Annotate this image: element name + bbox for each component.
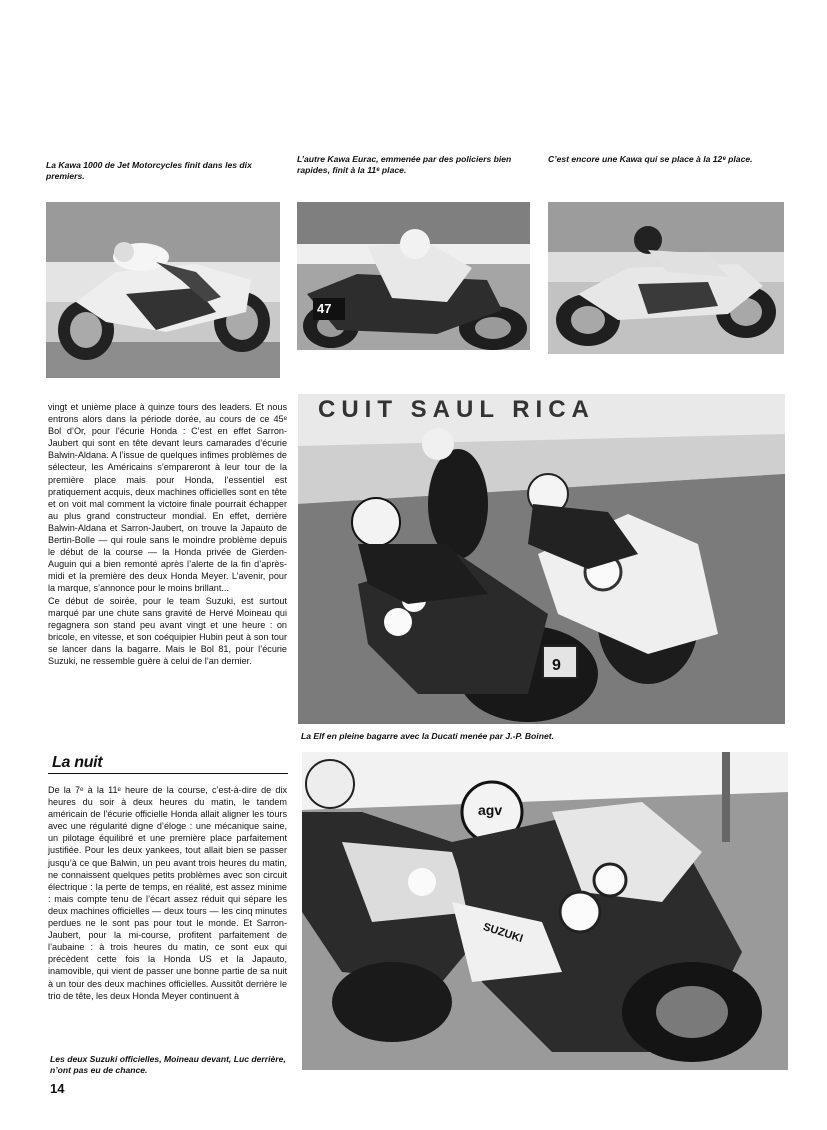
article-paragraph: Ce début de soirée, pour le team Suzuki, est surtout marqué par une chute sans gravité de Hervé Moineau qui regagnera son stand peu avant vingt et une heure : on bricole, en vitesse, et son coéquipier Hubin peut à son tour se lancer dans la bagarre. Mais le Bol 81, pour l’écurie Suzuki, ne ressemble guère à celui de l’an dernier. <box>48 595 287 666</box>
bike-number-9: 9 <box>552 657 561 674</box>
leathers-sponsor-text: SUZUKI <box>481 921 525 946</box>
caption-middle: La Elf en pleine bagarre avec la Ducati menée par J.-P. Boinet. <box>301 731 554 741</box>
circuit-banner-text: CUIT SAUL RICA <box>318 396 595 423</box>
caption-top-left: La Kawa 1000 de Jet Motorcycles finit dans les dix premiers. <box>46 160 252 181</box>
photo-elf-ducati-battle <box>298 394 785 724</box>
helmet-brand-text: agv <box>478 802 503 818</box>
photo-suzuki-officielles <box>302 752 788 1070</box>
photo-kawa-12th <box>548 202 784 354</box>
photo-kawa-jet-motorcycles <box>46 202 280 378</box>
article-paragraph: De la 7ᵉ à la 11ᵉ heure de la course, c’est-à-dire de dix heures du soir à deux heures du matin, le tandem américain de l’écurie officielle Honda allait aligner les tours avec une régularité digne d’éloge : une mécanique saine, un pilotage équilibré et une première place parfaitement justifiée. Pour les deux yankees, tout allait bien se passer jusqu’à ce que Balwin, un peu avant trois heures du matin, ne connaissent quelques petits problèmes avec son circuit électrique : la perte de temps, en réalité, est assez minime : mais compte tenu de l’écart assez réduit qui sépare les deux machines officielles — deux tours — les cinq minutes perdues ne le sont pas pour tout le monde. Et Sarron-Jaubert, pour la mi-course, profitent parfaitement de l’aubaine : à trois heures du matin, ce sont eux qui précèdent cette fois la Honda US et la Japauto, inamovible, qui vient de passer une bonne partie de sa nuit à un tour des deux machines officielles. Aussitôt derrière le trio de tête, les deux Honda Meyer continuent à <box>48 785 287 1001</box>
article-column-2 <box>48 784 287 1002</box>
article-paragraph: vingt et unième place à quinze tours des leaders. Et nous entrons alors dans la période dorée, au cours de ce 45ᵉ Bol d’Or, pour l’écurie Honda : C’est en effet Sarron-Jaubert qui sont en tête devant leurs camarades d’écurie Balwin-Aldana. A l’issue de quelques infimes problèmes de sélecteur, les Américains s’empareront à leur tour de la première place mais pour Honda, l’essentiel est pratiquement acquis, deux machines officielles sont en tête et on voit mal comment la victoire finale pourrait échapper au plus grand constructeur mondial. En effet, derrière Balwin-Aldana et Sarron-Jaubert, on trouve la Japauto de Bertin-Bolle — qui roule sans le moindre problème depuis le début de la course — la Honda privée de Gierden-Auguin qui a bien remonté après l’alerte de la fin d’après-midi et la première des deux Honda Meyer. L’avenir, pour la marque, s’annonce pour le moins brillant... <box>48 402 287 594</box>
photo-kawa-eurac <box>297 202 530 350</box>
page-number: 14 <box>50 1081 65 1096</box>
caption-top-middle: L’autre Kawa Eurac, emmenée par des policiers bien rapides, finit à la 11ᵉ place. <box>297 154 512 175</box>
section-title-la-nuit: La nuit <box>52 754 103 771</box>
article-column-1 <box>48 401 287 667</box>
caption-top-right: C’est encore une Kawa qui se place à la 12ᵉ place. <box>548 154 753 164</box>
bike-number-47: 47 <box>317 301 332 316</box>
caption-bottom: Les deux Suzuki officielles, Moineau devant, Luc derrière, n’ont pas eu de chance. <box>50 1054 286 1075</box>
section-rule <box>48 773 288 774</box>
